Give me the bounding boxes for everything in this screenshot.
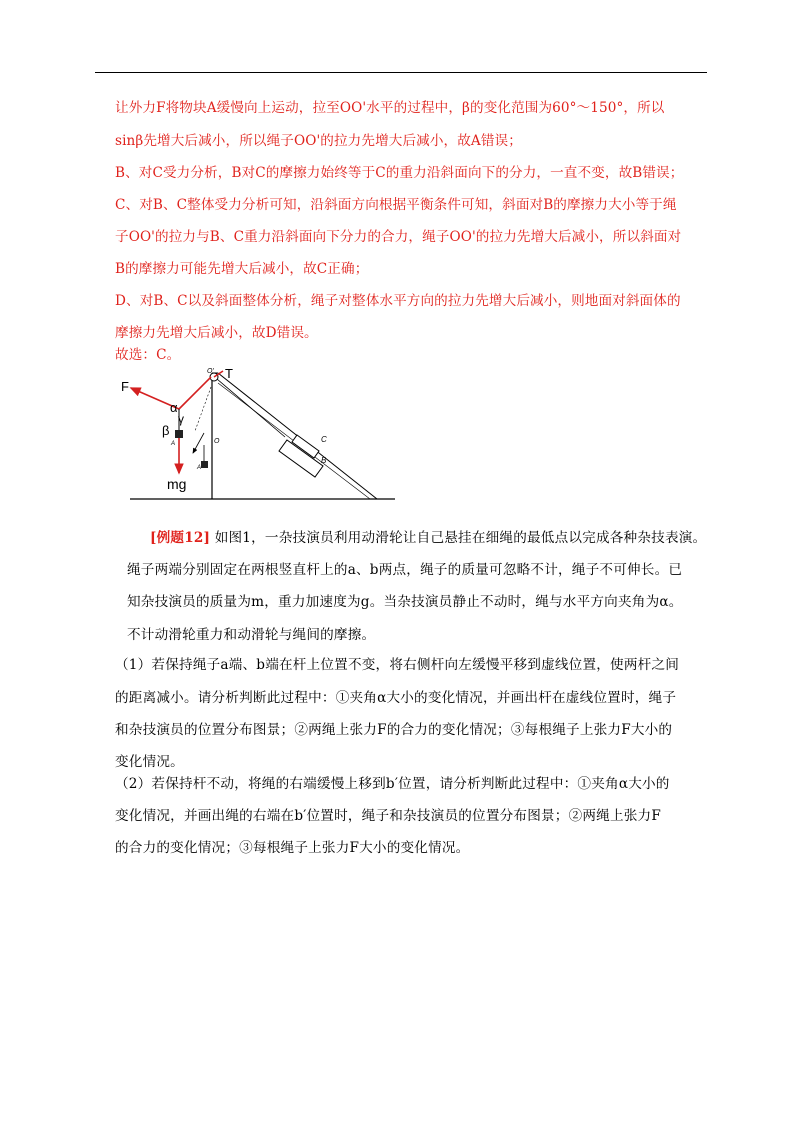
header-rule <box>95 72 707 73</box>
example-tag: [例题12] <box>150 530 211 546</box>
q1-line-4: 变化情况。 <box>115 754 184 770</box>
solution-line-8: 摩擦力先增大后减小，故D错误。 <box>115 325 318 341</box>
example-line-1 <box>150 526 706 546</box>
q1-line-3: 和杂技演员的位置分布图景；②两绳上张力F的合力的变化情况；③每根绳子上张力F大小的 <box>115 722 673 738</box>
label-Oprime: O' <box>207 368 214 375</box>
label-C: C <box>321 435 327 444</box>
solution-line-2: sinβ先增大后减小，所以绳子OO'的拉力先增大后减小，故A错误； <box>115 133 522 149</box>
example-intro-3: 知杂技演员的质量为m，重力加速度为g。当杂技演员静止不动时，绳与水平方向夹角为α。 <box>127 594 683 610</box>
solution-line-5: 子OO'的拉力与B、C重力沿斜面向下分力的合力，绳子OO'的拉力先增大后减小，所以斜面对 <box>115 229 682 245</box>
solution-line-6: B的摩擦力可能先增大后减小，故C正确； <box>115 261 369 277</box>
label-gamma: γ <box>178 412 184 426</box>
q2-line-3: 的合力的变化情况；③每根绳子上张力F大小的变化情况。 <box>115 840 470 856</box>
example-intro-1: 如图1，一杂技演员利用动滑轮让自己悬挂在细绳的最低点以完成各种杂技表演。 <box>210 530 707 546</box>
label-mg: mg <box>167 476 187 492</box>
solution-line-3: B、对C受力分析，B对C的摩擦力始终等于C的重力沿斜面向下的分力，一直不变，故B错误； <box>115 165 684 181</box>
example-intro-4: 不计动滑轮重力和动滑轮与绳间的摩擦。 <box>127 627 376 643</box>
label-A1: A <box>171 441 176 447</box>
solution-line-4: C、对B、C整体受力分析可知，沿斜面方向根据平衡条件可知，斜面对B的摩擦力大小等于绳 <box>115 197 677 213</box>
label-beta: β <box>162 423 170 438</box>
block-A-right <box>201 461 208 468</box>
solution-line-1: 让外力F将物块A缓慢向上运动，拉至OO'水平的过程中，β的变化范围为60°～150°，所以 <box>115 100 665 116</box>
solution-line-7: D、对B、C以及斜面整体分析，绳子对整体水平方向的拉力先增大后减小，则地面对斜面体的 <box>115 293 681 309</box>
q1-line-2: 的距离减小。请分析判断此过程中：①夹角α大小的变化情况，并画出杆在虚线位置时，绳子 <box>115 690 677 706</box>
q2-line-1: （2）若保持杆不动，将绳的右端缓慢上移到b′位置，请分析判断此过程中：①夹角α大小的 <box>115 776 670 792</box>
label-O: O <box>214 438 220 445</box>
q1-line-1: （1）若保持绳子a端、b端在杆上位置不变，将右侧杆向左缓慢平移到虚线位置，使两杆之间 <box>115 657 680 673</box>
solution-answer: 故选：C。 <box>115 347 181 363</box>
example-intro-2: 绳子两端分别固定在两根竖直杆上的a、b两点，绳子的质量可忽略不计，绳子不可伸长。已 <box>127 562 683 578</box>
block-A-left <box>175 430 183 438</box>
q2-line-2: 变化情况，并画出绳的右端在b′位置时，绳子和杂技演员的位置分布图景；②两绳上张力F <box>115 808 661 824</box>
force-diagram <box>115 365 400 505</box>
label-A2: A <box>197 465 202 471</box>
label-T: T <box>225 366 233 381</box>
label-B: B <box>321 456 327 465</box>
label-F: F <box>121 379 129 394</box>
label-alpha: α <box>170 400 178 415</box>
